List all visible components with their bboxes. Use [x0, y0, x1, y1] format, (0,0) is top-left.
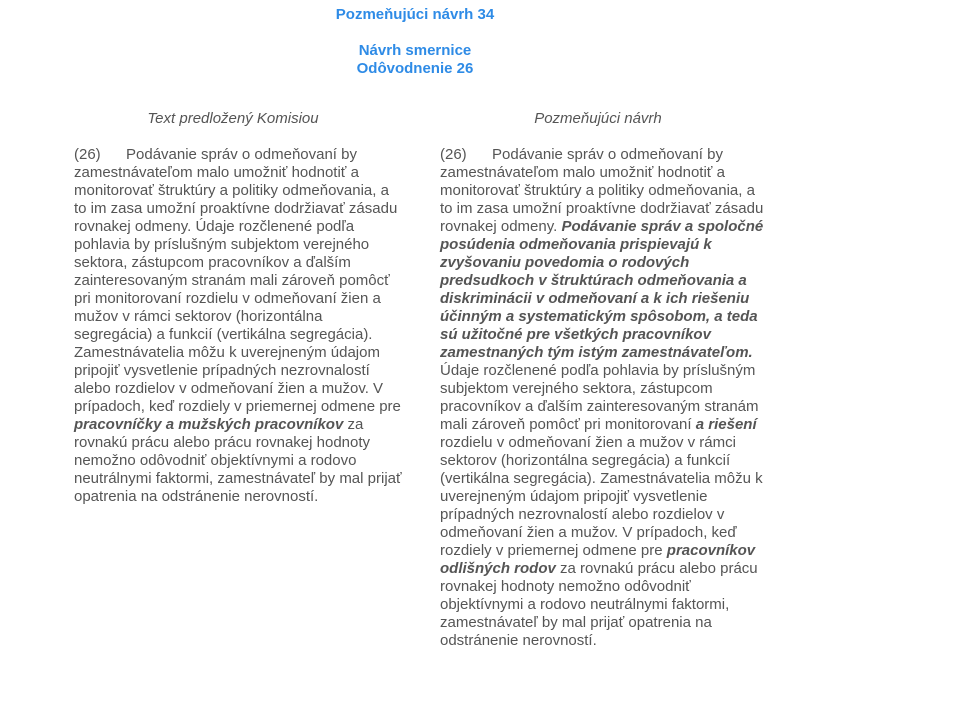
text-run: rozdielu v odmeňovaní žien a mužov v rámci sektorov (horizontálna segregácia) a funkcií (vertikálna segregácia). Zamestnávatelia môžu k uverejneným údajom pripojiť vysvetlenie prípadných nezrovnalostí alebo rozdielov v odmeňovaní žien a mužov. V prípadoch, keď rozdiely v priemernej odmene pre — [440, 434, 763, 559]
amendment-title: Pozmeňujúci návrh 34 — [335, 6, 495, 23]
amendment-text-column — [440, 146, 770, 650]
emphasis-run: a riešení — [691, 416, 757, 433]
left-column-title: Text predložený Komisiou — [147, 110, 319, 127]
recital-number: (26) — [440, 146, 467, 163]
amendment-recital-paragraph — [440, 146, 770, 650]
right-column-title: Pozmeňujúci návrh — [534, 110, 662, 127]
text-run: za rovnakú prácu alebo prácu rovnakej hodnoty nemožno odôvodniť objektívnymi a rodovo neutrálnymi faktormi, zamestnávateľ by mal prijať opatrenia na odstránenie nerovností. — [440, 560, 758, 649]
emphasis-run: Podávanie správ a spoločné posúdenia odmeňovania prispievajú k zvyšovaniu povedomia o rodových predsudkoch v štruktúrach odmeňovania a diskriminácii v odmeňovaní a k ich riešeniu účinným a systematickým spôsobom, a teda sú užitočné pre všetkých pracovníkov zamestnaných tým istým zamestnávateľom. — [440, 218, 764, 361]
recital-number: (26) — [74, 146, 101, 163]
emphasis-run: pracovníkov odlišných rodov — [440, 542, 756, 577]
text-run: za rovnakú prácu alebo prácu rovnakej hodnoty nemožno odôvodniť objektívnymi a rodovo neutrálnymi faktormi, zamestnávateľ by mal prijať opatrenia na odstránenie nerovností. — [74, 416, 402, 505]
proposal-title: Návrh smernice — [358, 42, 472, 59]
commission-text-column — [74, 146, 404, 506]
text-run: Údaje rozčlenené podľa pohlavia by príslušným subjektom verejného sektora, zástupcom pracovníkov a ďalším zainteresovaným stranám mali zároveň pomôcť pri monitorovaní — [440, 362, 759, 433]
commission-recital-paragraph — [74, 146, 404, 506]
text-run: Podávanie správ o odmeňovaní by zamestnávateľom malo umožniť hodnotiť a monitorovať štruktúry a politiky odmeňovania, a to im zasa umožní proaktívne dodržiavať zásadu rovnakej odmeny. — [440, 146, 764, 235]
emphasis-run: pracovníčky a mužských pracovníkov — [74, 416, 344, 433]
recital-title: Odôvodnenie 26 — [356, 60, 474, 77]
text-run: Podávanie správ o odmeňovaní by zamestnávateľom malo umožniť hodnotiť a monitorovať štruktúry a politiky odmeňovania, a to im zasa umožní proaktívne dodržiavať zásadu rovnakej odmeny. Údaje rozčlenené podľa pohlavia by príslušným subjektom verejného sektora, zástupcom pracovníkov a ďalším zainteresovaným stranám mali zároveň pomôcť pri monitorovaní rozdielu v odmeňovaní žien a mužov v rámci sektorov (horizontálna segregácia) a funkcií (vertikálna segregácia). Zamestnávatelia môžu k uverejneným údajom pripojiť vysvetlenie prípadných nezrovnalostí alebo rozdielov v odmeňovaní žien a mužov. V prípadoch, keď rozdiely v priemernej odmene pre — [74, 146, 401, 415]
